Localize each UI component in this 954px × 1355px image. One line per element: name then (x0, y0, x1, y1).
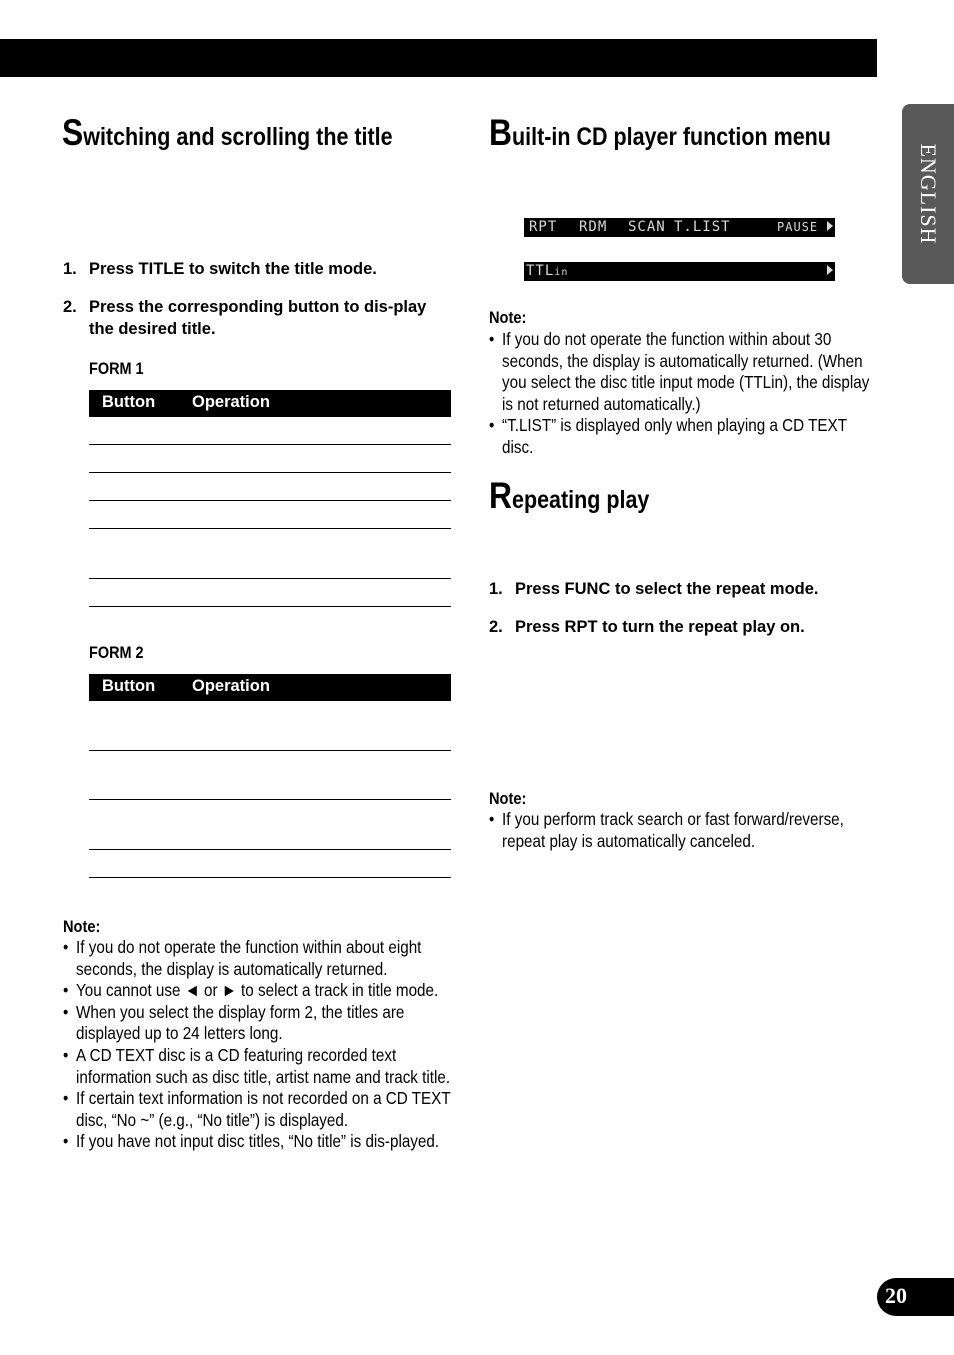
table-row-divider (89, 877, 451, 878)
lcd-ttl: TTLin (526, 263, 569, 279)
lcd-right-arrow-icon (827, 265, 833, 275)
table-row-divider (89, 849, 451, 850)
form2-table-header (89, 674, 451, 701)
step-number: 1. (489, 580, 503, 598)
step-text: Press RPT to turn the repeat play on. (515, 618, 805, 636)
table-row-divider (89, 606, 451, 607)
table-row-divider (89, 528, 451, 529)
left-step-1 (63, 258, 453, 280)
left-note-title: Note: (63, 917, 101, 936)
left-step-2 (63, 296, 433, 340)
form1-label: FORM 1 (89, 359, 144, 378)
note-item: • A CD TEXT disc is a CD featuring recorded text information such as disc title, artist name and track title. (63, 1045, 452, 1088)
note-item: • If certain text information is not recorded on a CD TEXT disc, “No ~” (e.g., “No title”) is displayed. (63, 1088, 452, 1131)
step-text: Press the corresponding button to dis-play the desired title. (89, 298, 427, 338)
column-header-operation: Operation (192, 677, 270, 695)
page-number: 20 (885, 1283, 907, 1308)
step-text: Press FUNC to select the repeat mode. (515, 580, 819, 598)
form1-table-header (89, 390, 451, 417)
note-item: • If you do not operate the function within about eight seconds, the display is automatically returned. (63, 937, 452, 980)
lcd-rpt: RPT (529, 219, 558, 235)
right-note2-list (489, 809, 874, 852)
step-number: 1. (63, 260, 77, 278)
left-note-list (63, 937, 452, 1153)
note-item: • “T.LIST” is displayed only when playing a CD TEXT disc. (489, 415, 874, 458)
column-header-button: Button (102, 393, 156, 411)
lcd-right-arrow-icon (827, 221, 833, 231)
table-row-divider (89, 578, 451, 579)
table-row-divider (89, 444, 451, 445)
repeating-play-heading: Repeating play (489, 475, 650, 516)
note-item: • If you perform track search or fast forward/reverse, repeat play is automatically canceled. (489, 809, 874, 852)
right-note1-title: Note: (489, 308, 527, 327)
note-item: • If you have not input disc titles, “No title” is dis-played. (63, 1131, 452, 1153)
right-note2-title: Note: (489, 789, 527, 808)
lcd-tlist: T.LIST (674, 219, 731, 235)
note-item: • If you do not operate the function within about 30 seconds, the display is automatically returned. (When you select the disc title input mode (TTLin), the display is not returned automatically.) (489, 329, 874, 415)
lcd-title-input (524, 262, 835, 281)
form2-label: FORM 2 (89, 643, 144, 662)
note-item: • You cannot use ◄ or ► to select a track in title mode. (63, 980, 452, 1002)
step-number: 2. (489, 618, 503, 636)
right-step-1 (489, 578, 879, 600)
step-number: 2. (63, 298, 77, 316)
lcd-scan: SCAN (628, 219, 666, 235)
table-row-divider (89, 472, 451, 473)
right-note1-list (489, 329, 874, 459)
column-header-operation: Operation (192, 393, 270, 411)
table-row-divider (89, 799, 451, 800)
page-number-badge (877, 1278, 954, 1316)
step-text: Press TITLE to switch the title mode. (89, 260, 377, 278)
lcd-function-menu (524, 218, 835, 237)
right-step-2 (489, 616, 879, 638)
switching-title-heading: Switching and scrolling the title (62, 112, 393, 153)
column-header-button: Button (102, 677, 156, 695)
table-row-divider (89, 500, 451, 501)
note-item: • When you select the display form 2, the titles are displayed up to 24 letters long. (63, 1002, 452, 1045)
header-bar (0, 39, 877, 77)
language-tab (902, 104, 954, 284)
lcd-pause: PAUSE (777, 220, 819, 234)
table-row-divider (89, 750, 451, 751)
lcd-rdm: RDM (579, 219, 608, 235)
language-tab-label: ENGLISH (916, 143, 941, 245)
function-menu-heading: Built-in CD player function menu (489, 112, 831, 153)
